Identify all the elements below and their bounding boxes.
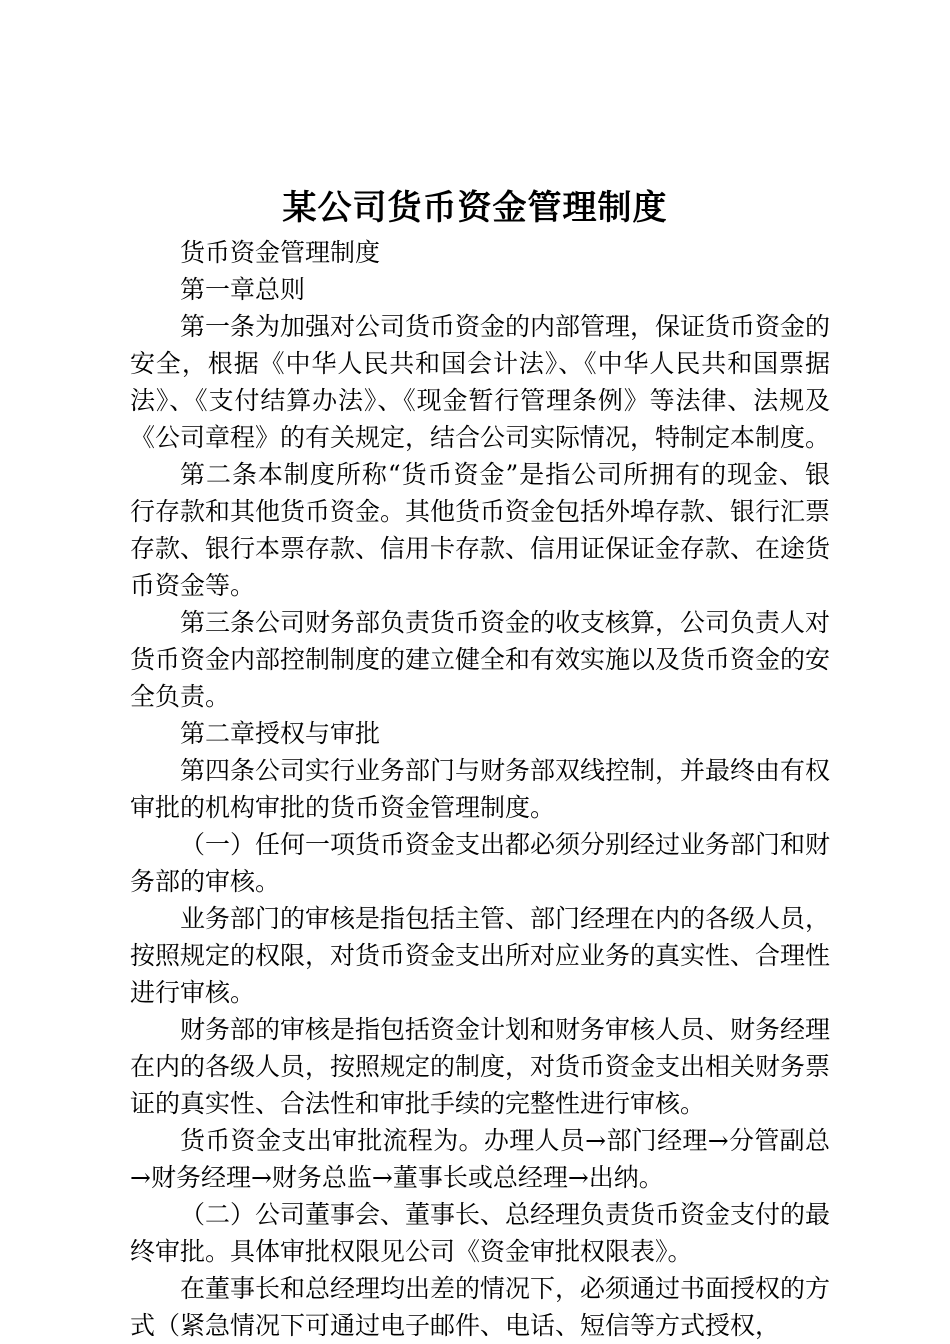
paragraph: 财务部的审核是指包括资金计划和财务审核人员、财务经理在内的各级人员，按照规定的制度，对货币资金支出相关财务票证的真实性、合法性和审批手续的完整性进行审核。 (130, 1015, 831, 1118)
paragraph: 第一条为加强对公司货币资金的内部管理，保证货币资金的安全，根据《中华人民共和国会计法》、《中华人民共和国票据法》、《支付结算办法》、《现金暂行管理条例》等法律、法规及《公司章程》的有关规定，结合公司实际情况，特制定本制度。 (130, 312, 831, 452)
chapter-heading: 第一章总则 (180, 275, 306, 304)
paragraph: 第二条本制度所称“货币资金”是指公司所拥有的现金、银行存款和其他货币资金。其他货币资金包括外埠存款、银行汇票存款、银行本票存款、信用卡存款、信用证保证金存款、在途货币资金等。 (130, 460, 831, 600)
document-title: 某公司货币资金管理制度 (282, 188, 668, 228)
paragraph: 业务部门的审核是指包括主管、部门经理在内的各级人员，按照规定的权限，对货币资金支出所对应业务的真实性、合理性进行审核。 (130, 904, 831, 1007)
paragraph-subtitle: 货币资金管理制度 (180, 238, 381, 267)
paragraph: （二）公司董事会、董事长、总经理负责货币资金支付的最终审批。具体审批权限见公司《资金审批权限表》。 (130, 1200, 831, 1266)
paragraph: 货币资金支出审批流程为。办理人员→部门经理→分管副总→财务经理→财务总监→董事长或总经理→出纳。 (130, 1126, 830, 1192)
paragraph: 第三条公司财务部负责货币资金的收支核算，公司负责人对货币资金内部控制制度的建立健全和有效实施以及货币资金的安全负责。 (130, 608, 831, 711)
paragraph: 在董事长和总经理均出差的情况下，必须通过书面授权的方式（紧急情况下可通过电子邮件、电话、短信等方式授权， (130, 1274, 831, 1340)
paragraph: （一）任何一项货币资金支出都必须分别经过业务部门和财务部的审核。 (130, 830, 831, 896)
document-body (130, 234, 830, 1344)
paragraph: 第四条公司实行业务部门与财务部双线控制，并最终由有权审批的机构审批的货币资金管理制度。 (130, 756, 831, 822)
chapter-heading: 第二章授权与审批 (180, 719, 381, 748)
